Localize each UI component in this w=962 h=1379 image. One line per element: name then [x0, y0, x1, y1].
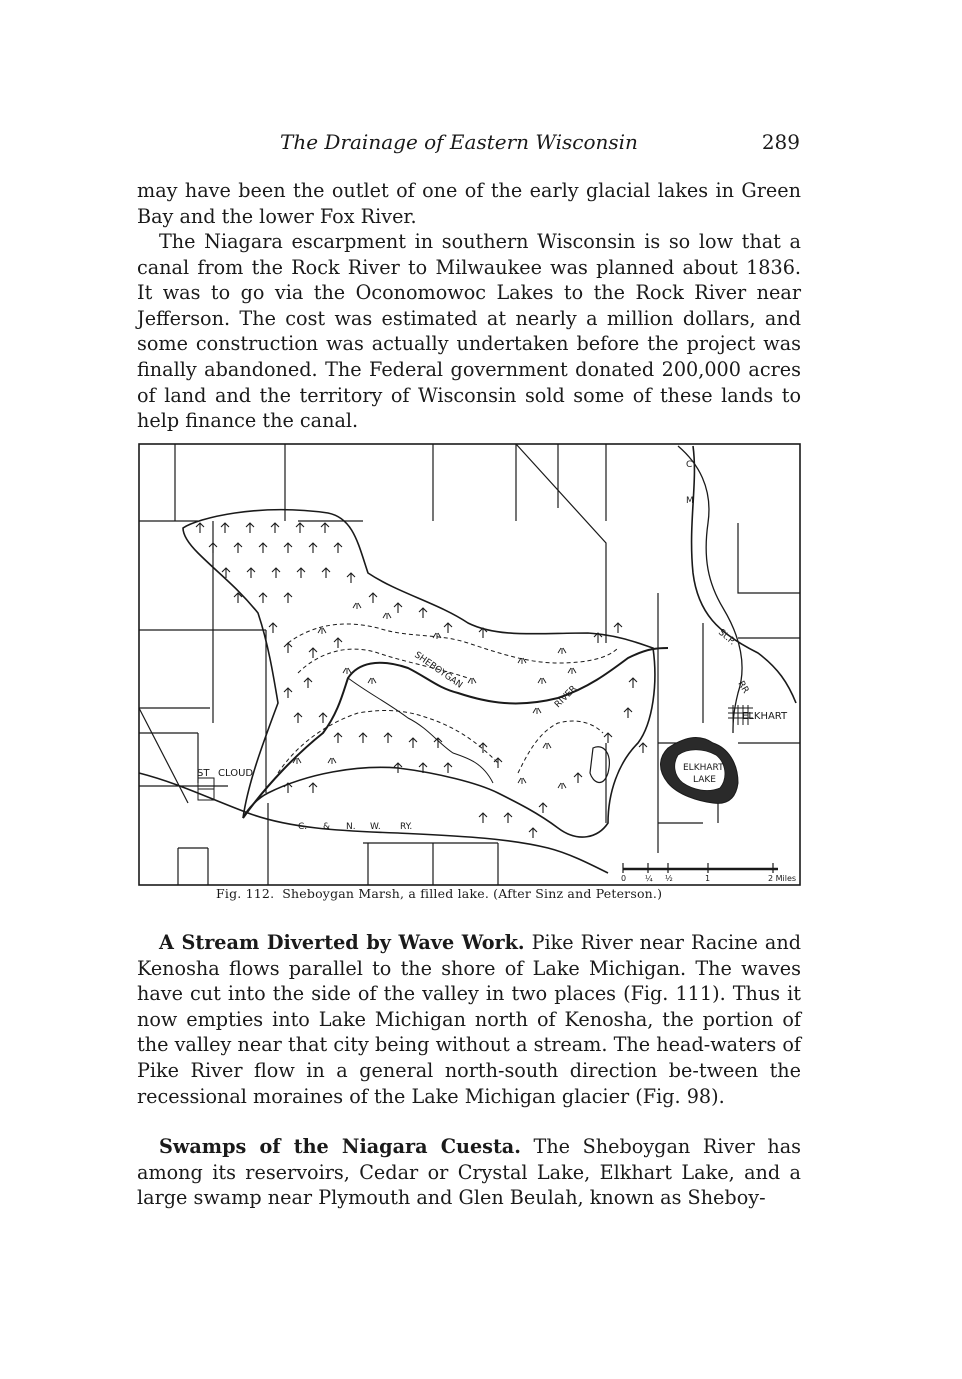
- scale-quarter-label: ¼: [645, 874, 653, 883]
- paragraph-3: [137, 930, 801, 1109]
- cmsp-st-label: St.P.: [716, 627, 738, 648]
- figure-caption: [138, 886, 801, 901]
- railway-c-label: C.: [298, 822, 308, 832]
- river-label: RIVER: [553, 683, 580, 711]
- section-heading-stream-diverted: A Stream Diverted by Wave Work.: [159, 931, 525, 954]
- scale-1-label: 1: [705, 874, 711, 883]
- marsh-symbols: [293, 603, 576, 789]
- elkhart-lake-label-2: LAKE: [693, 775, 716, 785]
- paragraph-3-text: Pike River near Racine and Kenosha flows parallel to the shore of Lake Michigan. The waves have cut into the side of the valley in two places (Fig. 111). Thus it now empties into Lake Michigan north of Kenosha, the portion of the valley near that city being without a stream. The head-waters of Pike River flow in a general north-south direction be-tween the recessional moraines of the Lake Michigan glacier (Fig. 98).: [137, 931, 801, 1108]
- cmsp-c-label: C: [686, 460, 693, 470]
- scale-half-label: ½: [665, 874, 673, 883]
- road-lines: [175, 444, 516, 521]
- page-number: 289: [761, 130, 800, 154]
- elkhart-lake-label-1: ELKHART: [683, 763, 724, 773]
- railway-w-label: W.: [370, 822, 381, 832]
- paragraph-1: [137, 178, 801, 229]
- figure-number: Fig. 112.: [216, 886, 275, 901]
- scale-0-label: 0: [621, 874, 627, 883]
- elkhart-label: ELKHART: [742, 711, 788, 722]
- figure-caption-text: Sheboygan Marsh, a filled lake. (After Sinz and Peterson.): [282, 886, 663, 901]
- section-heading-swamps: Swamps of the Niagara Cuesta.: [159, 1135, 521, 1158]
- paragraph-2: [137, 229, 801, 434]
- railway-amp-label: &: [323, 822, 331, 832]
- figure-sheboygan-marsh-map: [138, 443, 801, 887]
- cmsp-rr-label: RR: [735, 679, 751, 696]
- scale-2-label: 2 Miles: [768, 874, 797, 883]
- running-title: The Drainage of Eastern Wisconsin: [280, 130, 638, 154]
- paragraph-2-text: The Niagara escarpment in southern Wisconsin is so low that a canal from the Rock River to Milwaukee was planned about 1836. It was to go via the Oconomowoc Lakes to the Rock River near Jefferson. The cost was estimated at nearly a million dollars, and some construction was actually undertaken before the project was finally abandoned. The Federal government donated 200,000 acres of land and the territory of Wisconsin sold some of these lands to help finance the canal.: [137, 230, 801, 433]
- paragraph-4-text: The Sheboygan River has among its reservoirs, Cedar or Crystal Lake, Elkhart Lake, and a large swamp near Plymouth and Glen Beulah, known as Sheboy-: [137, 1135, 802, 1210]
- railway-n-label: N.: [346, 822, 356, 832]
- st-cloud-label: CLOUD: [218, 768, 254, 779]
- cmsp-m-label: M: [686, 496, 694, 506]
- paragraph-1-text: may have been the outlet of one of the early glacial lakes in Green Bay and the lower Fox River.: [137, 179, 801, 228]
- railway-ry-label: RY.: [400, 822, 413, 832]
- sheboygan-label: SHEBOYGAN: [412, 650, 465, 691]
- paragraph-4: [137, 1134, 801, 1211]
- st-label: ST: [197, 768, 210, 779]
- map-svg: [138, 443, 801, 887]
- sheboygan-river: [243, 648, 668, 818]
- cmsp-railway: [692, 446, 796, 703]
- river-north: [678, 446, 742, 733]
- map-frame: [139, 444, 800, 885]
